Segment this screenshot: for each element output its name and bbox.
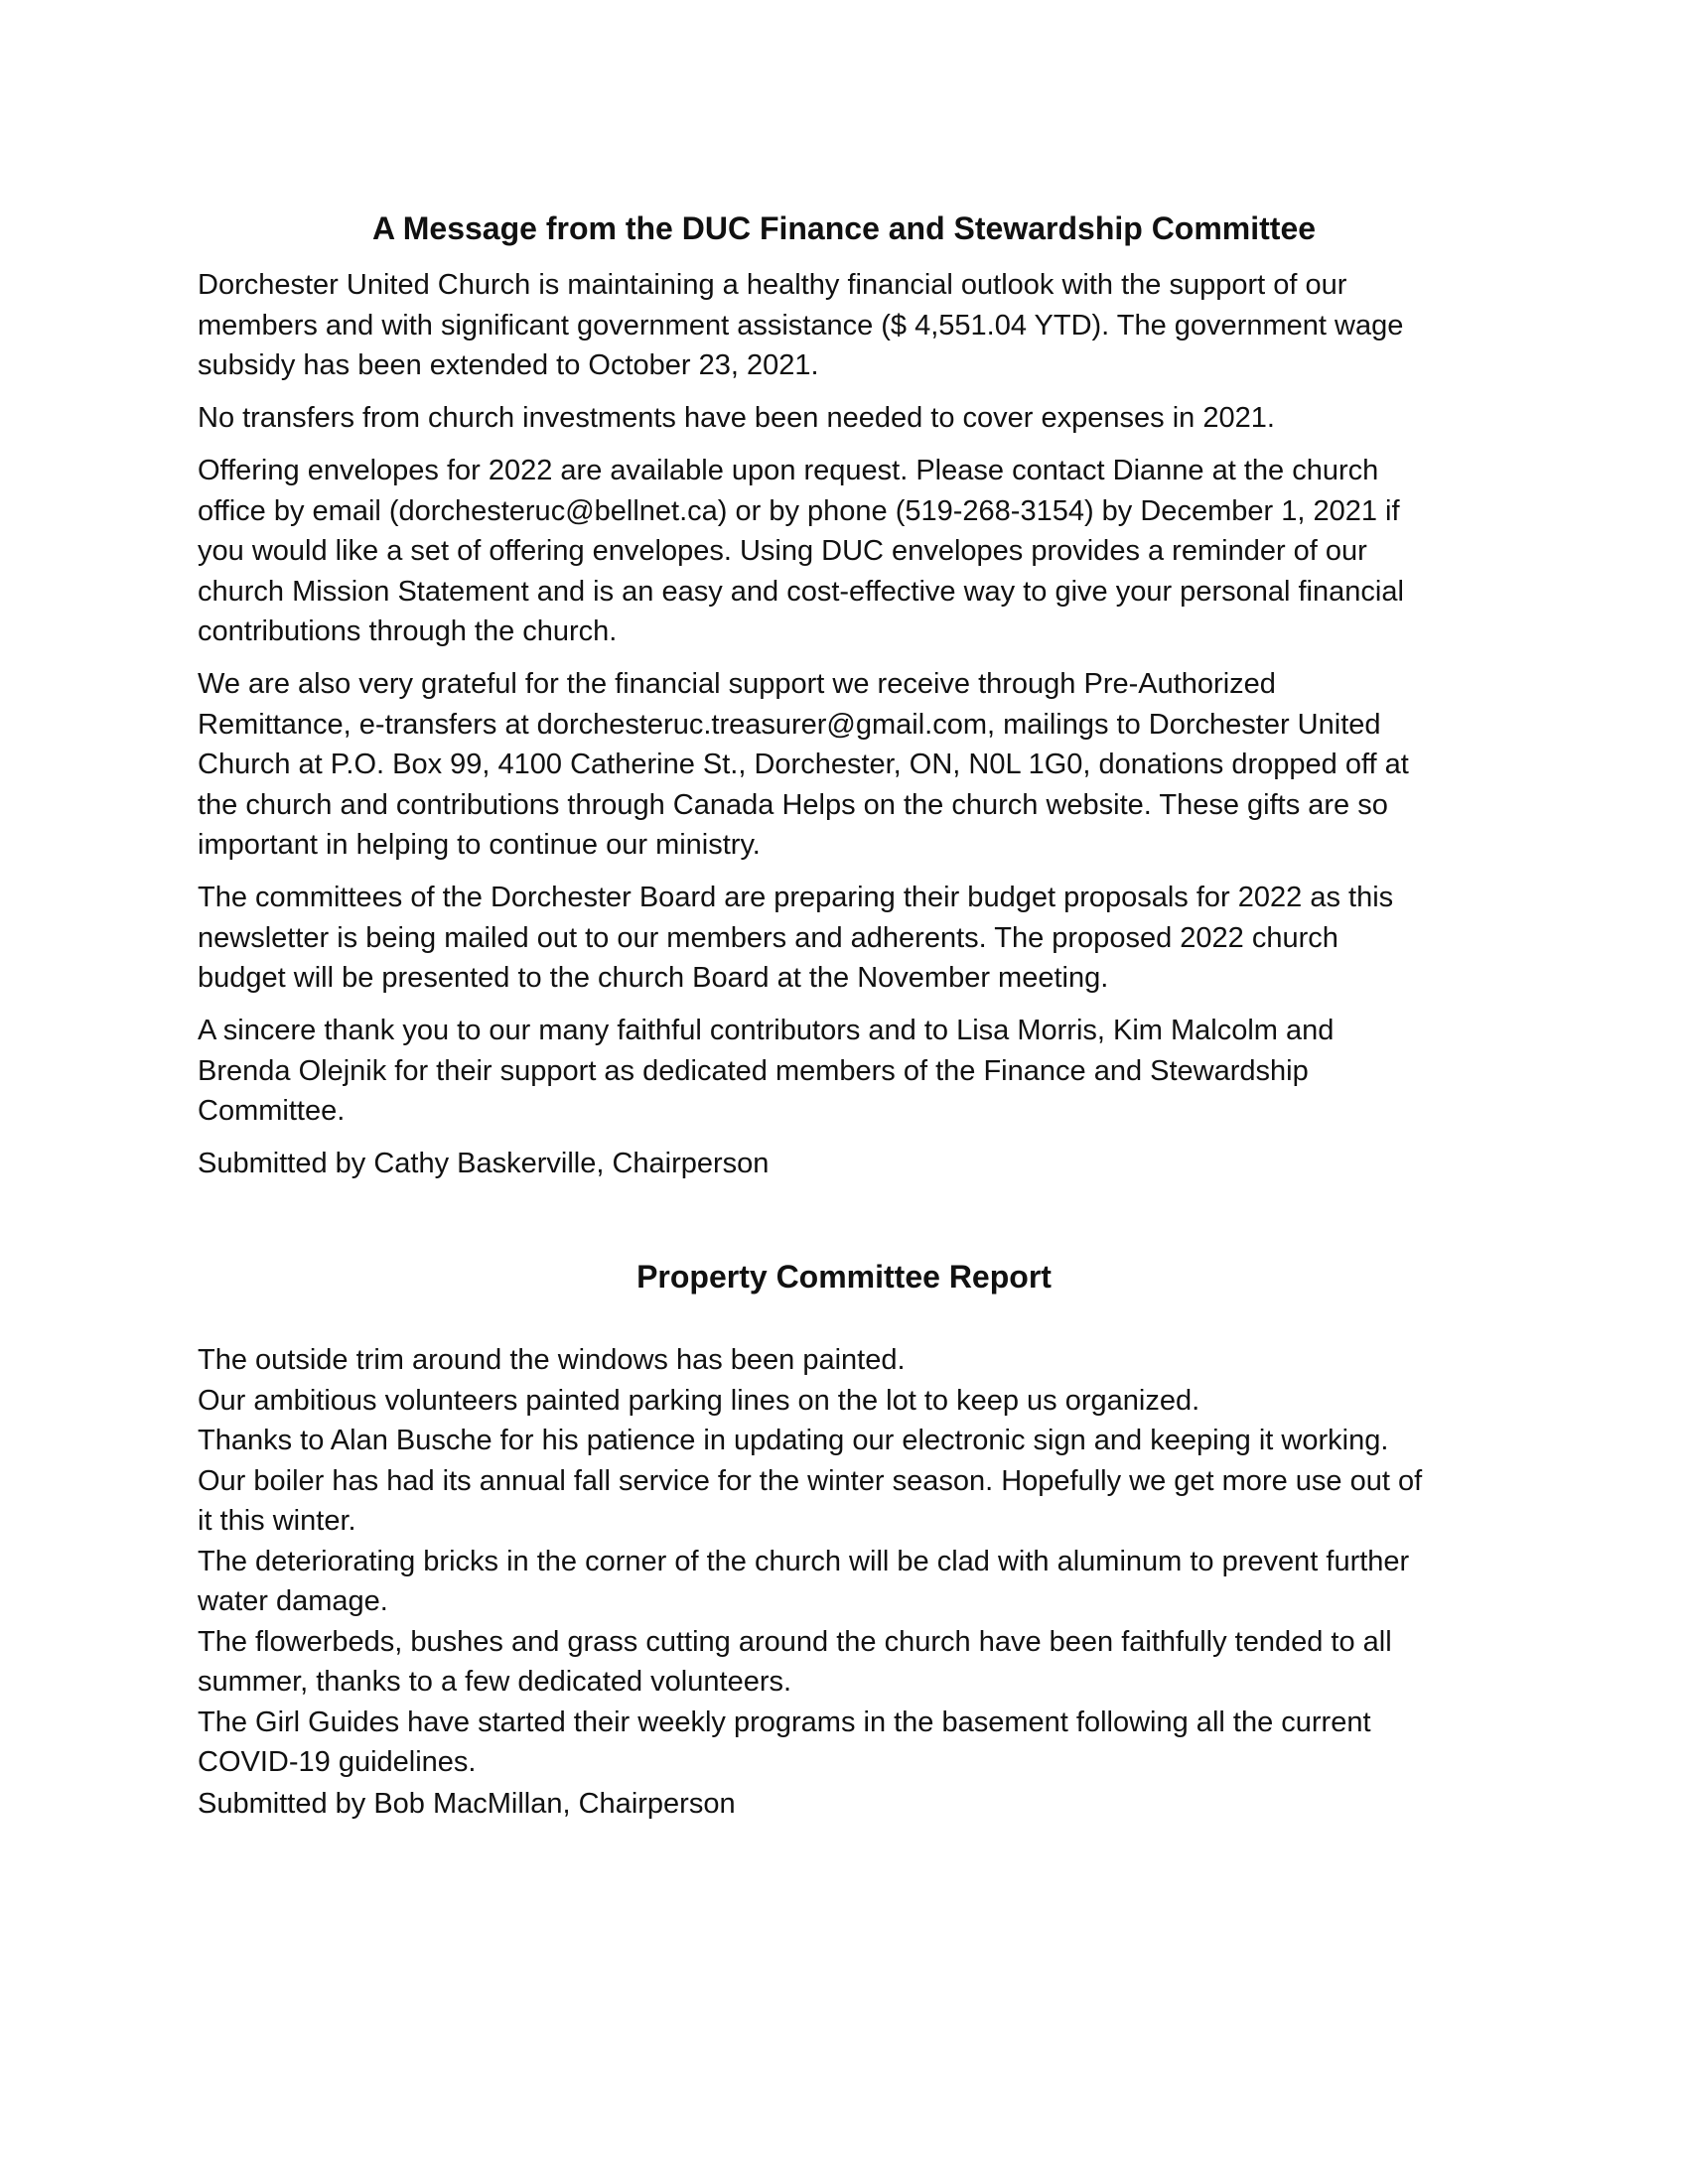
text-line: Our ambitious volunteers painted parking lines on the lot to keep us organized. (198, 1384, 1200, 1417)
text-line: The flowerbeds, bushes and grass cutting around the church have been faithfully tended to all (198, 1625, 1392, 1658)
text-line: The committees of the Dorchester Board are preparing their budget proposals for 2022 as this (198, 882, 1394, 913)
text-line: budget will be presented to the church Board at the November meeting. (198, 962, 1109, 994)
finance-body (198, 265, 1498, 1132)
text-line: Church at P.O. Box 99, 4100 Catherine St., Dorchester, ON, N0L 1G0, donations dropped off at (198, 749, 1409, 780)
text-line: summer, thanks to a few dedicated volunteers. (198, 1666, 792, 1698)
text-line: The Girl Guides have started their weekly programs in the basement following all the current (198, 1706, 1371, 1738)
text-line: No transfers from church investments have been needed to cover expenses in 2021. (198, 402, 1275, 434)
text-line: it this winter. (198, 1505, 356, 1537)
finance-paragraph (198, 265, 1498, 386)
text-line: the church and contributions through Canada Helps on the church website. These gifts are so (198, 788, 1388, 821)
text-line: important in helping to continue our ministry. (198, 829, 761, 861)
text-line: Brenda Olejnik for their support as dedicated members of the Finance and Stewardship (198, 1054, 1309, 1087)
text-line: We are also very grateful for the financial support we receive through Pre-Authorized (198, 668, 1276, 700)
text-line: water damage. (198, 1585, 388, 1617)
text-line: you would like a set of offering envelopes. Using DUC envelopes provides a reminder of our (198, 535, 1367, 567)
text-line: office by email (dorchesteruc@bellnet.ca) or by phone (519-268-3154) by December 1, 2021 if (198, 494, 1400, 527)
property-signature-block (198, 1784, 1498, 1825)
property-body (198, 1340, 1498, 1783)
text-line: Dorchester United Church is maintaining a healthy financial outlook with the support of our (198, 269, 1347, 301)
finance-paragraph (198, 398, 1498, 439)
finance-signature: Submitted by Cathy Baskerville, Chairperson (198, 1148, 770, 1179)
finance-heading: A Message from the DUC Finance and Stewardship Committee (371, 210, 1317, 246)
text-line: Our boiler has had its annual fall service for the winter season. Hopefully we get more use out of (198, 1464, 1423, 1497)
text-line: Remittance, e-transfers at dorchesteruc.treasurer@gmail.com, mailings to Dorchester United (198, 708, 1381, 741)
finance-paragraph (198, 451, 1498, 652)
finance-paragraph (198, 878, 1498, 999)
property-heading: Property Committee Report (636, 1259, 1052, 1295)
text-line: newsletter is being mailed out to our members and adherents. The proposed 2022 church (198, 921, 1338, 954)
property-signature: Submitted by Bob MacMillan, Chairperson (198, 1788, 736, 1820)
text-line: members and with significant government assistance ($ 4,551.04 YTD). The government wage (198, 309, 1404, 341)
text-line: church Mission Statement and is an easy and cost-effective way to give your personal financial (198, 575, 1404, 608)
text-line: COVID-19 guidelines. (198, 1746, 477, 1778)
finance-paragraph (198, 1011, 1498, 1132)
text-line: Committee. (198, 1095, 346, 1127)
text-line: contributions through the church. (198, 615, 618, 647)
text-line: A sincere thank you to our many faithful contributors and to Lisa Morris, Kim Malcolm and (198, 1015, 1335, 1046)
finance-paragraph (198, 664, 1498, 866)
text-line: Thanks to Alan Busche for his patience in updating our electronic sign and keeping it working. (198, 1425, 1389, 1456)
text-line: subsidy has been extended to October 23, 2021. (198, 349, 819, 381)
finance-signature-block (198, 1144, 1498, 1184)
text-line: Offering envelopes for 2022 are available upon request. Please contact Dianne at the church (198, 455, 1379, 486)
text-line: The deteriorating bricks in the corner of the church will be clad with aluminum to prevent further (198, 1545, 1410, 1577)
text-line: The outside trim around the windows has been painted. (198, 1344, 906, 1376)
